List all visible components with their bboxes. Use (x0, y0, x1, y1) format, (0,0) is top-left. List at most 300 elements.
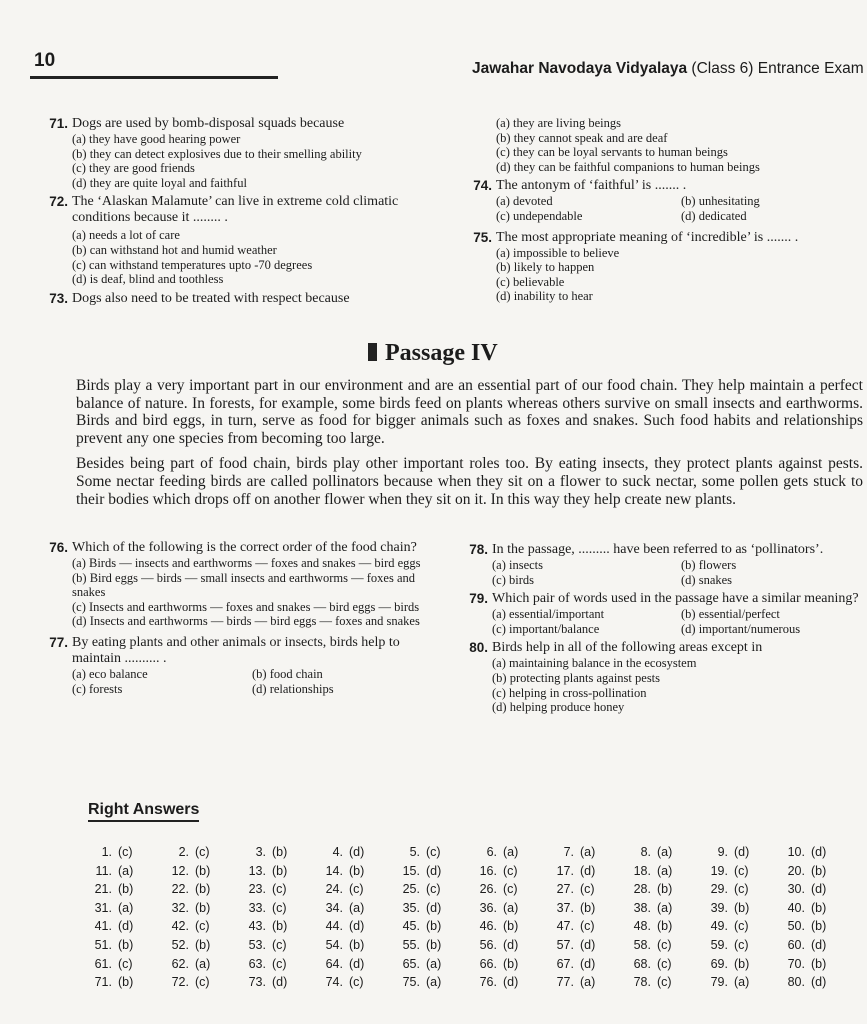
answer-number: 49. (710, 919, 728, 934)
answer-number: 42. (171, 919, 189, 934)
answer-cell (84, 863, 161, 881)
answer-option: (d) (580, 863, 596, 878)
answer-option: (b) (195, 900, 211, 915)
answer-cell (469, 900, 546, 918)
answer-option: (b) (349, 863, 365, 878)
question-77 (34, 635, 439, 696)
answer-cell (623, 844, 700, 862)
answer-option: (d) (349, 956, 365, 971)
answer-option: (b) (272, 845, 288, 859)
option: (a) insects (492, 558, 544, 572)
option: (c) important/balance (492, 621, 600, 636)
running-head-subtitle: (Class 6) Entrance Exam (687, 60, 864, 77)
answer-cell (700, 974, 777, 992)
answer-option: (c) (349, 975, 364, 990)
answer-cell (469, 863, 546, 881)
answer-cell (700, 918, 777, 936)
answer-number: 38. (633, 900, 651, 915)
running-head-title: Jawahar Navodaya Vidyalaya (472, 60, 688, 77)
question-76 (34, 540, 439, 629)
answer-option: (d) (580, 937, 596, 952)
answer-number: 75. (402, 975, 420, 990)
option: (a) Birds — insects and earthworms — foxes and snakes — bird eggs (72, 556, 421, 570)
answer-number: 45. (402, 919, 420, 934)
answer-number: 17. (556, 863, 574, 878)
answer-option: (a) (657, 845, 673, 859)
answer-number: 72. (171, 975, 189, 990)
answer-number: 69. (710, 956, 728, 971)
answer-option: (b) (734, 956, 750, 971)
answer-number: 18. (633, 863, 651, 878)
option: (d) relationships (252, 681, 334, 696)
option: (d) Insects and earthworms — birds — bird eggs — foxes and snakes (72, 614, 420, 629)
answer-option: (b) (734, 900, 750, 915)
title-bar-marker (368, 343, 377, 361)
answer-option: (a) (349, 900, 365, 915)
passage-body (76, 377, 863, 516)
answer-option: (a) (426, 956, 442, 971)
answer-option: (c) (426, 845, 441, 859)
answer-option: (d) (426, 863, 442, 878)
answer-cell (623, 956, 700, 974)
answer-number: 51. (94, 937, 112, 952)
answer-option: (c) (657, 956, 672, 971)
question-number: 72. (49, 194, 68, 210)
answer-cell (238, 844, 315, 862)
option: (d) snakes (681, 572, 733, 587)
questions-bottom-right (454, 542, 862, 718)
answer-number: 70. (787, 956, 805, 971)
answer-number: 46. (479, 919, 497, 934)
answer-cell (315, 844, 392, 862)
question-75 (458, 230, 858, 304)
answer-number: 23. (248, 882, 266, 897)
answer-option: (c) (272, 956, 287, 971)
option: (c) they are good friends (72, 161, 195, 176)
answer-number: 37. (556, 900, 574, 915)
answer-number: 8. (640, 845, 651, 859)
header-rule (30, 76, 278, 79)
answer-option: (b) (426, 937, 442, 952)
question-stem: Which pair of words used in the passage have a similar meaning? (492, 591, 859, 607)
question-number: 79. (469, 591, 488, 607)
answer-cell (546, 956, 623, 974)
answer-option: (c) (657, 975, 672, 990)
question-stem: The antonym of ‘faithful’ is ....... . (496, 178, 687, 194)
answer-cell (84, 937, 161, 955)
answer-number: 63. (248, 956, 266, 971)
answer-cell (469, 937, 546, 955)
answer-cell (546, 863, 623, 881)
passage-paragraph: Birds play a very important part in our environment and are an essential part of our food chain. They help maintain a perfect balance of nature. In forests, for example, some birds feed on plants whereas others survive on small insects and earthworms. Birds and bird eggs, in turn, serve as food for bigger animals such as foxes and snakes. Such food habits and relationships prevent any one species from becoming too large. (76, 377, 863, 447)
question-number: 71. (49, 116, 68, 131)
answer-number: 30. (787, 882, 805, 897)
option: (a) maintaining balance in the ecosystem (492, 656, 697, 671)
answer-number: 77. (556, 975, 574, 990)
option: (c) helping in cross-pollination (492, 685, 647, 700)
answer-option: (d) (118, 919, 134, 934)
answer-number: 2. (178, 845, 189, 859)
answer-cell (238, 863, 315, 881)
answer-option: (d) (503, 937, 519, 952)
option: (c) birds (492, 572, 534, 587)
answer-number: 20. (787, 863, 805, 878)
answer-number: 67. (556, 956, 574, 971)
answer-cell (315, 974, 392, 992)
answer-number: 41. (94, 919, 112, 934)
answer-number: 62. (171, 956, 189, 971)
answer-number: 52. (171, 937, 189, 952)
answer-number: 32. (171, 900, 189, 915)
answer-option: (d) (349, 919, 365, 934)
answer-number: 10. (787, 845, 805, 859)
option: (d) they can be faithful companions to human beings (496, 159, 760, 174)
option: (b) can withstand hot and humid weather (72, 242, 277, 257)
answer-option: (b) (503, 956, 519, 971)
answer-option: (c) (734, 919, 749, 934)
answer-number: 14. (325, 863, 343, 878)
answer-number: 53. (248, 937, 266, 952)
answer-number: 71. (94, 975, 112, 990)
question-79 (454, 591, 862, 636)
answer-cell (315, 863, 392, 881)
answer-cell (469, 881, 546, 899)
option: (b) essential/perfect (681, 607, 780, 622)
option: (c) they can be loyal servants to human beings (496, 145, 728, 160)
answer-number: 4. (332, 845, 343, 859)
answer-cell (700, 937, 777, 955)
answer-number: 58. (633, 937, 651, 952)
question-stem: The most appropriate meaning of ‘incredible’ is ....... . (496, 229, 799, 245)
question-stem: In the passage, ......... have been referred to as ‘pollinators’. (492, 542, 824, 557)
answer-option: (a) (118, 900, 134, 915)
answer-cell (392, 974, 469, 992)
answer-option: (d) (811, 882, 827, 897)
answer-cell (469, 974, 546, 992)
question-71 (34, 116, 454, 190)
question-number: 78. (469, 542, 488, 557)
answer-cell (161, 900, 238, 918)
answer-cell (469, 918, 546, 936)
option: (c) believable (496, 274, 565, 289)
answer-cell (623, 974, 700, 992)
answer-number: 22. (171, 882, 189, 897)
answer-number: 44. (325, 919, 343, 934)
answer-number: 25. (402, 882, 420, 897)
answer-number: 31. (94, 900, 112, 915)
answer-cell (546, 918, 623, 936)
option: (b) they cannot speak and are deaf (496, 130, 668, 145)
answer-cell (84, 900, 161, 918)
answer-number: 60. (787, 937, 805, 952)
answer-option: (c) (503, 863, 518, 878)
answer-option: (d) (811, 937, 827, 952)
answer-option: (b) (195, 937, 211, 952)
answer-option: (d) (811, 975, 827, 990)
answer-cell (161, 918, 238, 936)
answer-cell (777, 881, 854, 899)
answer-option: (b) (811, 863, 827, 878)
option: (a) impossible to believe (496, 245, 620, 260)
answer-option: (c) (657, 937, 672, 952)
question-72 (34, 194, 454, 286)
answer-option: (a) (657, 900, 673, 915)
answer-number: 15. (402, 863, 420, 878)
answer-number: 56. (479, 937, 497, 952)
answer-cell (392, 863, 469, 881)
answer-option: (a) (503, 900, 519, 915)
questions-top-left (34, 116, 454, 310)
question-73 (34, 291, 454, 307)
option: (d) important/numerous (681, 621, 801, 636)
answer-number: 13. (248, 863, 266, 878)
question-number: 80. (469, 640, 488, 656)
option: (b) protecting plants against pests (492, 670, 661, 685)
answer-number: 59. (710, 937, 728, 952)
answer-number: 26. (479, 882, 497, 897)
answer-cell (546, 974, 623, 992)
answer-option: (c) (272, 900, 287, 915)
answer-number: 65. (402, 956, 420, 971)
answer-number: 50. (787, 919, 805, 934)
answer-cell (546, 844, 623, 862)
option: (a) needs a lot of care (72, 228, 180, 243)
answer-cell (777, 956, 854, 974)
answer-option: (c) (349, 882, 364, 897)
answer-option: (a) (426, 975, 442, 990)
answer-option: (d) (272, 975, 288, 990)
answer-option: (b) (118, 975, 134, 990)
answer-number: 68. (633, 956, 651, 971)
answers-title: Right Answers (88, 801, 199, 822)
answer-number: 1. (101, 845, 112, 859)
option: (d) dedicated (681, 208, 747, 223)
answer-cell (546, 900, 623, 918)
passage-title (368, 340, 498, 367)
answer-cell (469, 956, 546, 974)
answer-cell (777, 918, 854, 936)
answer-cell (84, 918, 161, 936)
answer-number: 34. (325, 900, 343, 915)
answer-number: 12. (171, 863, 189, 878)
answer-option: (a) (118, 863, 134, 878)
answer-cell (238, 937, 315, 955)
answer-cell (623, 918, 700, 936)
answer-number: 6. (486, 845, 497, 859)
answer-cell (238, 956, 315, 974)
answer-cell (469, 844, 546, 862)
option: (d) helping produce honey (492, 700, 625, 715)
answer-cell (315, 937, 392, 955)
option: (c) forests (72, 681, 123, 696)
questions-bottom-left (34, 540, 439, 699)
option: (a) they are living beings (496, 116, 621, 130)
answer-number: 16. (479, 863, 497, 878)
option: (a) they have good hearing power (72, 132, 241, 146)
answer-cell (161, 881, 238, 899)
answer-option: (b) (118, 882, 134, 897)
answer-cell (546, 881, 623, 899)
answer-number: 24. (325, 882, 343, 897)
answer-option: (c) (734, 937, 749, 952)
answer-cell (777, 900, 854, 918)
answer-number: 74. (325, 975, 343, 990)
answer-option: (b) (272, 863, 288, 878)
answer-number: 11. (95, 863, 112, 878)
answer-cell (238, 900, 315, 918)
answer-option: (c) (272, 937, 287, 952)
answer-option: (d) (503, 975, 519, 990)
answer-option: (c) (118, 956, 133, 971)
answer-number: 29. (710, 882, 728, 897)
answer-cell (700, 844, 777, 862)
answer-cell (392, 844, 469, 862)
answer-option: (c) (734, 863, 749, 878)
answer-key-grid (84, 844, 854, 992)
answer-option: (c) (503, 882, 518, 897)
answer-option: (a) (580, 845, 596, 859)
answer-option: (c) (195, 845, 210, 859)
answer-cell (238, 918, 315, 936)
answer-number: 40. (787, 900, 805, 915)
answer-option: (b) (272, 919, 288, 934)
answer-cell (315, 956, 392, 974)
answer-cell (84, 974, 161, 992)
questions-top-right (458, 116, 858, 307)
question-stem: Which of the following is the correct order of the food chain? (72, 540, 417, 555)
answer-option: (b) (811, 956, 827, 971)
option: (b) Bird eggs — birds — small insects and earthworms — foxes and snakes (72, 570, 415, 600)
answer-number: 27. (556, 882, 574, 897)
answer-option: (d) (580, 956, 596, 971)
page-number: 10 (34, 50, 56, 71)
passage-paragraph: Besides being part of food chain, birds play other important roles too. By eating insects, they protect plants against pests. Some nectar feeding birds are called pollinators because when they sit on a flower to suck nectar, some pollen gets stuck to their bodies which drops off on another flower when they sit on it. In this way they help create new plants. (76, 455, 863, 508)
question-stem: Dogs also need to be treated with respect because (72, 290, 350, 306)
option: (b) food chain (252, 666, 323, 681)
option: (b) likely to happen (496, 260, 595, 275)
answer-cell (84, 956, 161, 974)
answer-number: 61. (94, 956, 112, 971)
answer-option: (c) (272, 882, 287, 897)
question-stem: Birds help in all of the following areas except in (492, 640, 763, 656)
answer-option: (b) (657, 882, 673, 897)
answer-number: 33. (248, 900, 266, 915)
answer-option: (b) (195, 863, 211, 878)
option: (d) inability to hear (496, 289, 593, 304)
answer-option: (c) (734, 882, 749, 897)
answer-cell (315, 918, 392, 936)
question-number: 76. (49, 540, 68, 555)
answer-option: (b) (426, 919, 442, 934)
answer-number: 28. (633, 882, 651, 897)
answer-option: (d) (426, 900, 442, 915)
answer-cell (392, 918, 469, 936)
answer-number: 64. (325, 956, 343, 971)
answer-cell (161, 974, 238, 992)
answer-cell (700, 881, 777, 899)
answer-cell (546, 937, 623, 955)
answer-number: 47. (556, 919, 574, 934)
answer-cell (161, 956, 238, 974)
option: (a) eco balance (72, 666, 148, 681)
option: (b) flowers (681, 558, 737, 572)
question-80 (454, 640, 862, 714)
running-head (472, 60, 867, 78)
question-number: 75. (473, 229, 492, 245)
answer-cell (392, 937, 469, 955)
answer-cell (161, 863, 238, 881)
answer-option: (a) (734, 975, 750, 990)
answer-number: 55. (402, 937, 420, 952)
question-number: 77. (49, 634, 68, 650)
answer-option: (b) (657, 919, 673, 934)
answer-option: (d) (734, 845, 750, 859)
answer-cell (700, 956, 777, 974)
answer-number: 43. (248, 919, 266, 934)
question-number: 73. (49, 290, 68, 306)
option: (a) devoted (496, 194, 553, 209)
answer-option: (d) (349, 845, 365, 859)
answer-option: (b) (580, 900, 596, 915)
answer-number: 3. (255, 845, 266, 859)
question-stem: Dogs are used by bomb-disposal squads because (72, 116, 345, 131)
answer-option: (d) (811, 845, 827, 859)
answer-number: 76. (479, 975, 497, 990)
answer-number: 39. (710, 900, 728, 915)
answer-option: (c) (195, 919, 210, 934)
option: (b) unhesitating (681, 194, 760, 209)
answer-cell (777, 863, 854, 881)
answer-cell (777, 844, 854, 862)
question-78 (454, 542, 862, 587)
answer-number: 80. (787, 975, 805, 990)
answer-cell (392, 900, 469, 918)
answer-cell (623, 863, 700, 881)
question-74 (458, 178, 858, 223)
answer-number: 35. (402, 900, 420, 915)
answer-option: (b) (503, 919, 519, 934)
answer-cell (315, 881, 392, 899)
answer-option: (a) (503, 845, 519, 859)
answer-option: (b) (195, 882, 211, 897)
answer-number: 73. (248, 975, 266, 990)
answer-number: 79. (710, 975, 728, 990)
answer-cell (161, 844, 238, 862)
answer-number: 36. (479, 900, 497, 915)
answer-cell (700, 900, 777, 918)
option: (c) undependable (496, 208, 583, 223)
answer-number: 57. (556, 937, 574, 952)
answer-option: (c) (195, 975, 210, 990)
answer-cell (84, 844, 161, 862)
answer-option: (c) (580, 882, 595, 897)
answer-number: 9. (717, 845, 728, 859)
answer-option: (a) (657, 863, 673, 878)
answer-number: 7. (563, 845, 574, 859)
answer-cell (623, 900, 700, 918)
answer-number: 48. (633, 919, 651, 934)
answer-cell (777, 937, 854, 955)
option: (a) essential/important (492, 607, 605, 622)
answer-option: (b) (349, 937, 365, 952)
question-stem: The ‘Alaskan Malamute’ can live in extreme cold climatic conditions because it ........ . (72, 194, 399, 226)
answer-number: 5. (409, 845, 420, 859)
option: (d) they are quite loyal and faithful (72, 175, 247, 190)
passage-title-text: Passage IV (385, 340, 498, 366)
answer-cell (315, 900, 392, 918)
question-stem: By eating plants and other animals or insects, birds help to maintain .......... . (72, 634, 400, 666)
answer-cell (238, 974, 315, 992)
